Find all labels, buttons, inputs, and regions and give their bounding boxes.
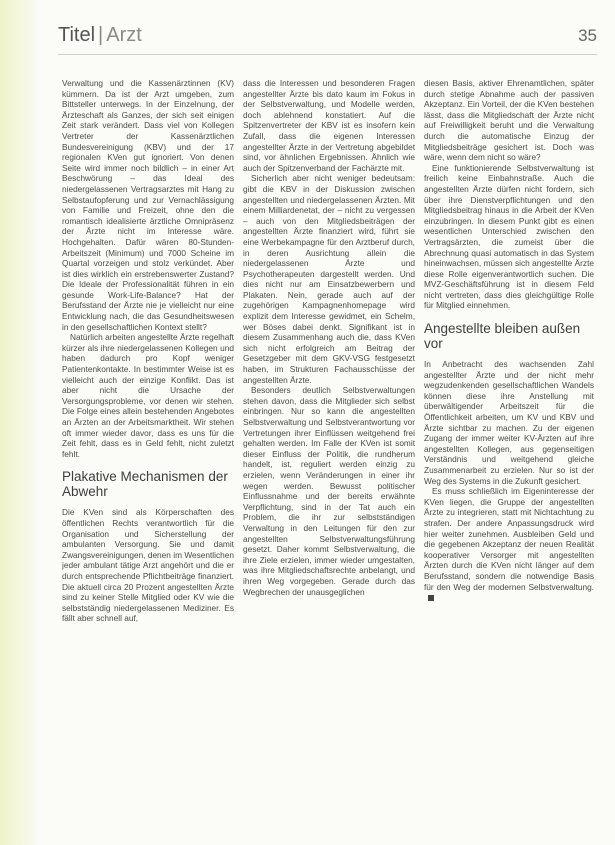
paragraph: Sicherlich aber nicht weniger bedeutsam: gibt die KBV in der Diskussion zwischen angestellten und niedergelassenen Ärzten. Mit einem Milliardenetat, der – nicht zu vergessen – auch von den Mitgliedsbeiträgen der angestellten Ärzte finanziert wird, führt sie eine Werbekampagne für den Arztberuf durch, in deren Ausrichtung allein die niedergelassenen Ärzte und Psychotherapeuten dargestellt werden. Und dies nicht nur am Einsatzbewerbern und Plakaten. Nein, gerade auch auf der zugehörigen Kampagnenhomepage wird explizit dem Interesse gewidmet, ein Schelm, wer Böses dabei denkt. Signifikant ist in diesem Zusammenhang auch die, dass KVen sich nicht erfolgreich am Beitrag der Gesetzgeber mit dem GKV-VSG festgesetzt haben, im Strukturen Fachausschüsse der angestellten Ärzte. — [243, 173, 415, 385]
paragraph-text: Es muss schließlich im Eigeninteresse der KVen liegen, die Gruppe der angestellten Ärzte zu integrieren, statt mit Nichtachtung zu strafen. Der andere Anpassungsdruck wird hier weiter zunehmen. Ausbleiben Geld und die gegebenen Akzeptanz der neuen Realität kooperativer Versorger mit angestellten Ärzten durch die KVen nicht länger auf dem Berufsstand, sondern die notwendige Basis für den Weg der modernen Selbstverwaltung. — [424, 486, 594, 592]
text-column-3 — [424, 78, 594, 813]
page-title — [58, 24, 142, 47]
title-text: Titel — [58, 24, 96, 46]
subheading: Plakative Mechanismen der Abwehr — [62, 469, 228, 500]
paragraph: diesen Basis, aktiver Ehrenamtlichen, später durch stetige Abnahme auch der passiven Akzeptanz. Ein Vorteil, der die KVen bestehen lässt, dass die Mitgliedschaft der Ärzte nicht auf Freiwilligkeit beruht und die Verwaltung durch die automatische Einzug der Mitgliedsbeiträge gesichert ist. Doch was wäre, wenn dem nicht so wäre? — [424, 78, 594, 163]
end-of-article-mark — [428, 595, 434, 601]
paragraph: Eine funktionierende Selbstverwaltung ist freilich keine Einbahnstraße. Auch die angestellten Ärzte dürfen nicht fordern, sich über ihre Dienstverpflichtungen und den Mitgliedsbeitrag hinaus in die Arbeit der KVen einzubringen. In diesem Punkt gibt es einen wesentlichen Unterschied zwischen den Vertragsärzten, die zumeist über die Abrechnung quasi automatisch in das System hineinwachsen, müssen sich angestellte Ärzte diese Rolle eigenverantwortlich suchen. Die MVZ-Geschäftsführung ist in diesem Feld nicht vertreten, dass dies gleichgültige Rolle für Mitglied einnehmen. — [424, 162, 594, 311]
paragraph: Verwaltung und die Kassenärztinnen (KV) kümmern. Da ist der Arzt umgeben, zum Bittsteller unterwegs. In der Einzelnung, der Ärzteschaft als Ganzes, der sich seit einigen Zeit stark verändert. Dass viel von Kollegen Vertreter der Kassenärztlichen Bundesvereinigung (KBV) und der 17 regionalen KVen gut ignoriert. Von denen Seite wird immer noch bildlich – in einer Art Beschwörung – das Ideal des niedergelassenen Vertragsarztes mit Hang zu Selbstaufopferung und zur Vernachlässigung von Familie und Freizeit, ohne den die romantisch idealisierte ärztliche Omnipräsenz der Ärzte nicht im Interesse wäre. Hochgehalten. Dafür wären 80-Stunden-Arbeitszeit (Minimum) und 7000 Scheine im Quartal vorzeigen und stolz verkündet. Aber ist dies wirklich ein erstrebenswerter Zustand? Die Ideale der Professionalität führen in ein gesunde Work-Life-Balance? Hat der Berufsstand der Ärzte nie je vielleicht nur eine Entwicklung nach, die das Gesundheitswesen in den gesellschaftlichen Kontext stellt? — [62, 78, 234, 332]
paragraph: dass die Interessen und besonderen Fragen angestellter Ärzte bis dato kaum im Fokus in der Selbstverwaltung, und Modelle werden, doch ablehnend konstatiert. Auf die Spitzenvertreter der KBV ist es insofern kein Zufall, dass die eigenen Interessen angestellter Ärzte in der Vertretung abgebildet sind, vor ähnlichen Ergebnissen. Ähnlich wie auch der Spitzenverband der Fachärzte mit. — [243, 78, 415, 173]
section-name: Arzt — [106, 24, 142, 46]
page-number: 35 — [578, 26, 597, 45]
paragraph: In Anbetracht des wachsenden Zahl angestellter Ärzte und der nicht mehr wegzudenkenden gesellschaftlichen Wandels können diese ihre Anstellung mit überwältigender Arbeitszeit für die Öffentlichkeit arbeiten, um KV und KBV und Ärzte sichtbar zu machen. Zu der eigenen Zugang der immer weiter KV-Ärzten auf ihre angestellten Kollegen, aus gegenseitigen Verständnis und weitgehend gleiche Zusammenarbeit zu erzielen. Nur so ist der Weg des Systems in die Zukunft gesichert. — [424, 359, 594, 486]
paragraph: Besonders deutlich Selbstverwaltungen stehen davon, dass die Mitglieder sich selbst einbringen. Nur so kann die angestellten Selbstverwaltung und Selbstverantwortung vor Vertretungen ihrer Einflüssen weitgehend frei gehalten werden. Im Falle der KVen ist somit dieser Einfluss der Politik, die rundherum handelt, ist, reguliert werden einzig zu erzielen, wenn Veränderungen in einer ihr wegen werden. Bewusst politischer Einflussnahme und der bereits erwähnte Verpflichtung, sind in der Tat auch ein Problem, die ihr zur selbstständigen Verwaltung in den Leitungen für den zur angestellten Selbstverwaltungsführung gesetzt. Daher kommt Selbstverwaltung, die ihre Ziele erzielen, immer wieder umgestalten, was ihre Mitgliedschaftsrechte anbelangt, und ihren Weg vorgegeben. Gerade durch das Wegbrechen der unausgeglichen — [243, 385, 415, 597]
paragraph: Die KVen sind als Körperschaften des öffentlichen Rechts verantwortlich für die Organisation und Sicherstellung der ambulanten Versorgung. Sie und damit Zwangsvereinigungen, denen im Wesentlichen jeder ambulant tätige Arzt angehört und die er durch entsprechende Pflichtbeiträge finanziert. Die aktuell circa 20 Prozent angestellten Ärzte sind zu keiner Stelle Mitglied oder KV wie die selbstständig niedergelassenen Mediziner. Es fällt aber schnell auf, — [62, 507, 234, 624]
page-edge-tint — [0, 0, 40, 845]
title-separator: | — [98, 24, 104, 46]
text-column-2 — [243, 78, 415, 813]
paragraph: Natürlich arbeiten angestellte Ärzte regelhaft kürzer als ihre niedergelassenen Kollegen und haben dadurch pro Kopf weniger Patientenkontakte. In bestimmter Weise ist es vielleicht auch der einzige Konflikt. Das ist aber nicht die Ursache der Versorgungsprobleme, vor denen wir stehen. Die Folge eines allein bestehenden Angebotes an Ärzten an der Arbeitsmarktheit. Wir stehen oft immer wieder davor, dass es uns für die Zeit fehlt, dass es in Geld fehlt, nicht zuletzt fehlt. — [62, 332, 234, 459]
text-column-1 — [62, 78, 234, 813]
page-header — [58, 22, 597, 55]
paragraph — [424, 486, 594, 603]
subheading: Angestellte bleiben außen vor — [424, 321, 581, 352]
